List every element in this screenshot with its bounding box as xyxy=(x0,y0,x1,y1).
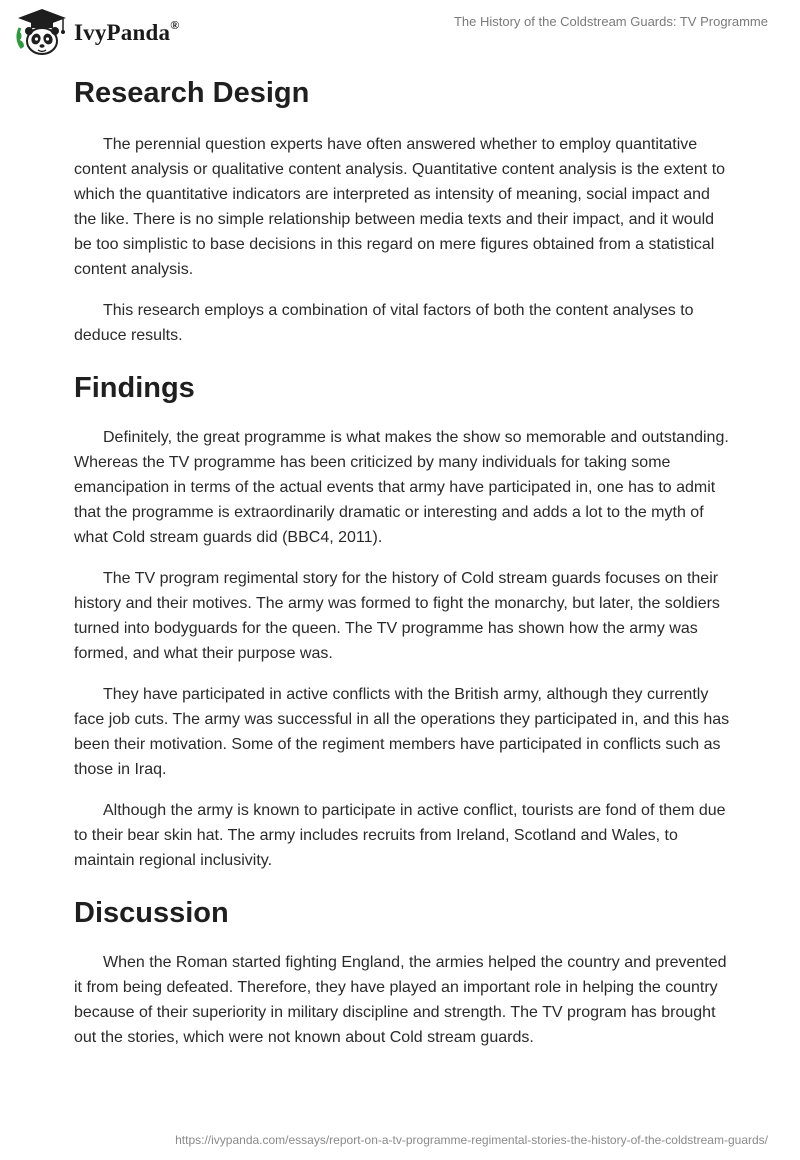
paragraph: Although the army is known to participate in active conflict, tourists are fond of them due to their bear skin hat. The army includes recruits from Ireland, Scotland and Wales, to maintain regional inclusivity. xyxy=(74,802,726,869)
heading-research-design: Research Design xyxy=(74,77,310,109)
page-header xyxy=(0,0,800,64)
paragraph: The TV program regimental story for the history of Cold stream guards focuses on their history and their motives. The army was formed to fight the monarchy, but later, the soldiers turned into bodyguards for the queen. The TV programme has shown how the army was formed, and what their purpose was. xyxy=(74,570,720,662)
paragraph: This research employs a combination of vital factors of both the content analyses to deduce results. xyxy=(74,302,694,344)
document-title: The History of the Coldstream Guards: TV Programme xyxy=(453,14,768,29)
paragraph: Definitely, the great programme is what makes the show so memorable and outstanding. Whereas the TV programme has been criticized by many individuals for taking some emancipation in terms of the actual events that army have participated in, one has to admit that the programme is extraordinarily dramatic or interesting and adds a lot to the myth of what Cold stream guards did (BBC4, 2011). xyxy=(74,429,729,546)
source-url-link[interactable]: https://ivypanda.com/essays/report-on-a-tv-programme-regimental-stories-the-history-of-the-coldstream-guards/ xyxy=(175,1133,768,1147)
heading-discussion: Discussion xyxy=(74,897,229,929)
essay-content xyxy=(74,70,730,1050)
paragraph: When the Roman started fighting England, the armies helped the country and prevented it from being defeated. Therefore, they have played an important role in helping the country because of their superiority in military discipline and strength. The TV program has brought out the stories, which were not known about Cold stream guards. xyxy=(74,954,727,1046)
panda-graduate-icon xyxy=(14,6,70,56)
logo-text: IvyPanda® xyxy=(74,18,180,45)
heading-findings: Findings xyxy=(74,372,195,404)
paragraph: They have participated in active conflicts with the British army, although they currently face job cuts. The army was successful in all the operations they participated in, and this has been their motivation. Some of the regiment members have participated in conflicts such as those in Iraq. xyxy=(74,686,730,778)
ivypanda-logo[interactable] xyxy=(14,6,179,56)
paragraph: The perennial question experts have often answered whether to employ quantitative content analysis or qualitative content analysis. Quantitative content analysis is the extent to which the quantitative indicators are interpreted as intensity of meaning, social impact and the like. There is no simple relationship between media texts and their impact, and it would be too simplistic to base decisions in this regard on mere figures obtained from a statistical content analysis. xyxy=(74,136,726,278)
